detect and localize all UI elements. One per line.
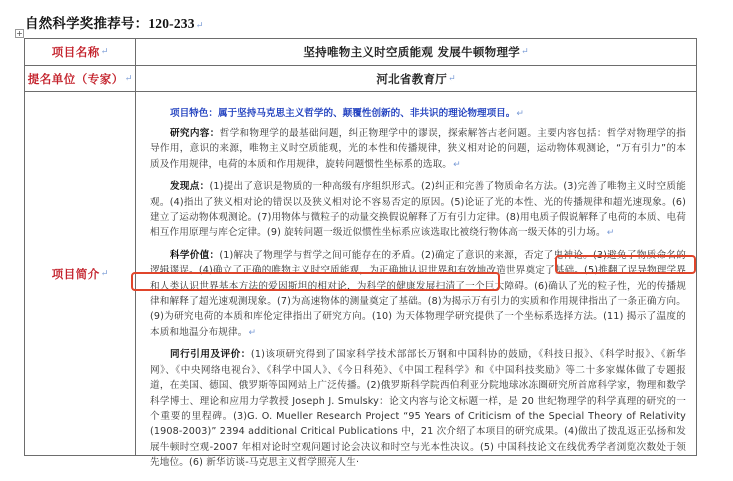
nominator-value: 河北省教育厅 [376,71,448,86]
paragraph-mark-icon: ↵ [248,327,257,338]
table-move-handle-icon[interactable]: + [16,29,23,38]
paragraph-mark-icon: ↵ [606,228,615,239]
paragraph-mark-icon: ↵ [516,109,524,119]
findings-paragraph: 发现点：(1)提出了意识是物质的一种高级有序组织形式。(2)纠正和完善了物质命名方法。(3)完善了唯物主义时空质能观。(4)指出了狭义相对论的错误以及狭义相对论不容易否定的原因。(5)论证了光的本性、光的传播规律和超光速现象。(6)建立了运动物体观测论。(7)用物体与微粒子的动量交换假说解释了万有引力定律。(8)用电质子假说解释了电荷的本质、电荷相互作用原理与库仑定律。(9) 旋转问题一级近似惯性坐标系应该选取比被绕行物体高一级天体的引力场。↵ [150,181,686,239]
table-row-nominator [25,66,696,92]
document-title [25,12,203,32]
paragraph-mark-icon: ↵ [100,47,109,57]
citation-heading: 同行引用及评价： [170,349,251,361]
research-content-paragraph: 研究内容：哲学和物理学的最基础问题，纠正物理学中的谬误，探索解答古老问题。主要内容包括：哲学对物理学的指导作用，意识的来源，唯物主义时空质能观，光的本性和传播规律，狭义相对论的问题，运动物体观测论，“万有引力”的本质及作用规律，电荷的本质和作用规律，旋转问题惯性坐标系的选取。↵ [150,128,686,170]
scientific-value-paragraph: 科学价值：(1)解决了物理学与哲学之间可能存在的矛盾。(2)确定了意识的来源，否定了鬼神论。(3)避免了物质命名的逻辑谬误。(4)确立了正确的唯物主义时空质能观，为正确地认识世界和有效地改造世界奠定了基础。(5)推翻了误导物理学界和人类认识世界基本方法的爱因斯坦的相对论，为科学的健康发展扫清了一个巨大障碍。(6)确认了光的粒子性，光的传播规律和解释了超光速观测现象。(7)为高速物体的测量奠定了基础。(8)为揭示万有引力的实质和作用规律指出了一条正确方向。(9)为研究电荷的本质和库伦定律指出了研究方向。(10) 为天体物理学研究提供了一个坐标系选择方法。(11) 揭示了温度的本质和地温分布规律。↵ [150,249,686,338]
table-row-project-intro [25,92,696,469]
paragraph-mark-icon: ↵ [124,73,133,84]
paragraph-mark-icon: ↵ [521,47,529,57]
paragraph-mark-icon: ↵ [195,21,204,31]
research-content-heading: 研究内容： [170,128,220,139]
project-table [24,38,697,469]
title-prefix: 自然科学奖推荐号： [25,16,149,32]
project-feature: 项目特色：属于坚持马克思主义哲学的、颠覆性创新的、非共识的理论物理项目。↵ [170,108,524,119]
project-intro-content [136,92,696,469]
project-name-value: 坚持唯物主义时空质能观 发展牛顿物理学 [303,45,521,59]
nominator-label: 提名单位（专家） [27,71,124,86]
findings-heading: 发现点： [170,181,210,193]
recommendation-number: 120-233 [148,16,195,31]
table-row-project-name [25,39,696,66]
citation-paragraph: 同行引用及评价：(1)该项研究得到了国家科学技术部部长万钢和中国科协的鼓励，《科技日报》、《科学时报》、《新华网》、《中央网络电视台》、《科学中国人》、《今日科苑》、《中国工程科学》和《中国科技奖励》等二十多家媒体做了专题报道，在美国、德国、俄罗斯等国网站上广泛传播。(2)俄罗斯科学院西伯利亚分院地球冰冻圈研究所首席科学家，物理和数学科学博士、理论和应用力学教授 Joseph J. Smulsky：论文内容与论文标题一样，是 20 世纪物理学的科学真理的研究的一个重要的里程碑。(3)G. O. Mueller Research Project “95 Years of Criticism of the Special Theory of Relativity (1908-2003)” 2394 additional Critical Publications 中，21 次介绍了本项目的研究成果。(4)做出了拨乱返正弘扬和发展牛顿时空观-2007 年相对论时空观问题讨论会决议和时空与光本性决议。(5) 中国科技论文在线优秀学者浏览次数处于领先地位。(6) 新华访谈-马克思主义哲学照亮人生· [150,349,686,469]
project-intro-label: 项目简介 [51,266,100,281]
paragraph-mark-icon: ↵ [453,159,461,170]
highlighted-claim: (5)推翻了误导物理学界和人类认识世界基本方法的爱因斯坦的相对论，为科学的健康发展扫清了一个巨大障碍。 [150,265,686,292]
paragraph-mark-icon: ↵ [448,73,456,84]
project-name-label: 项目名称 [51,45,100,59]
scientific-value-heading: 科学价值： [170,249,220,261]
paragraph-mark-icon: ↵ [100,268,109,279]
